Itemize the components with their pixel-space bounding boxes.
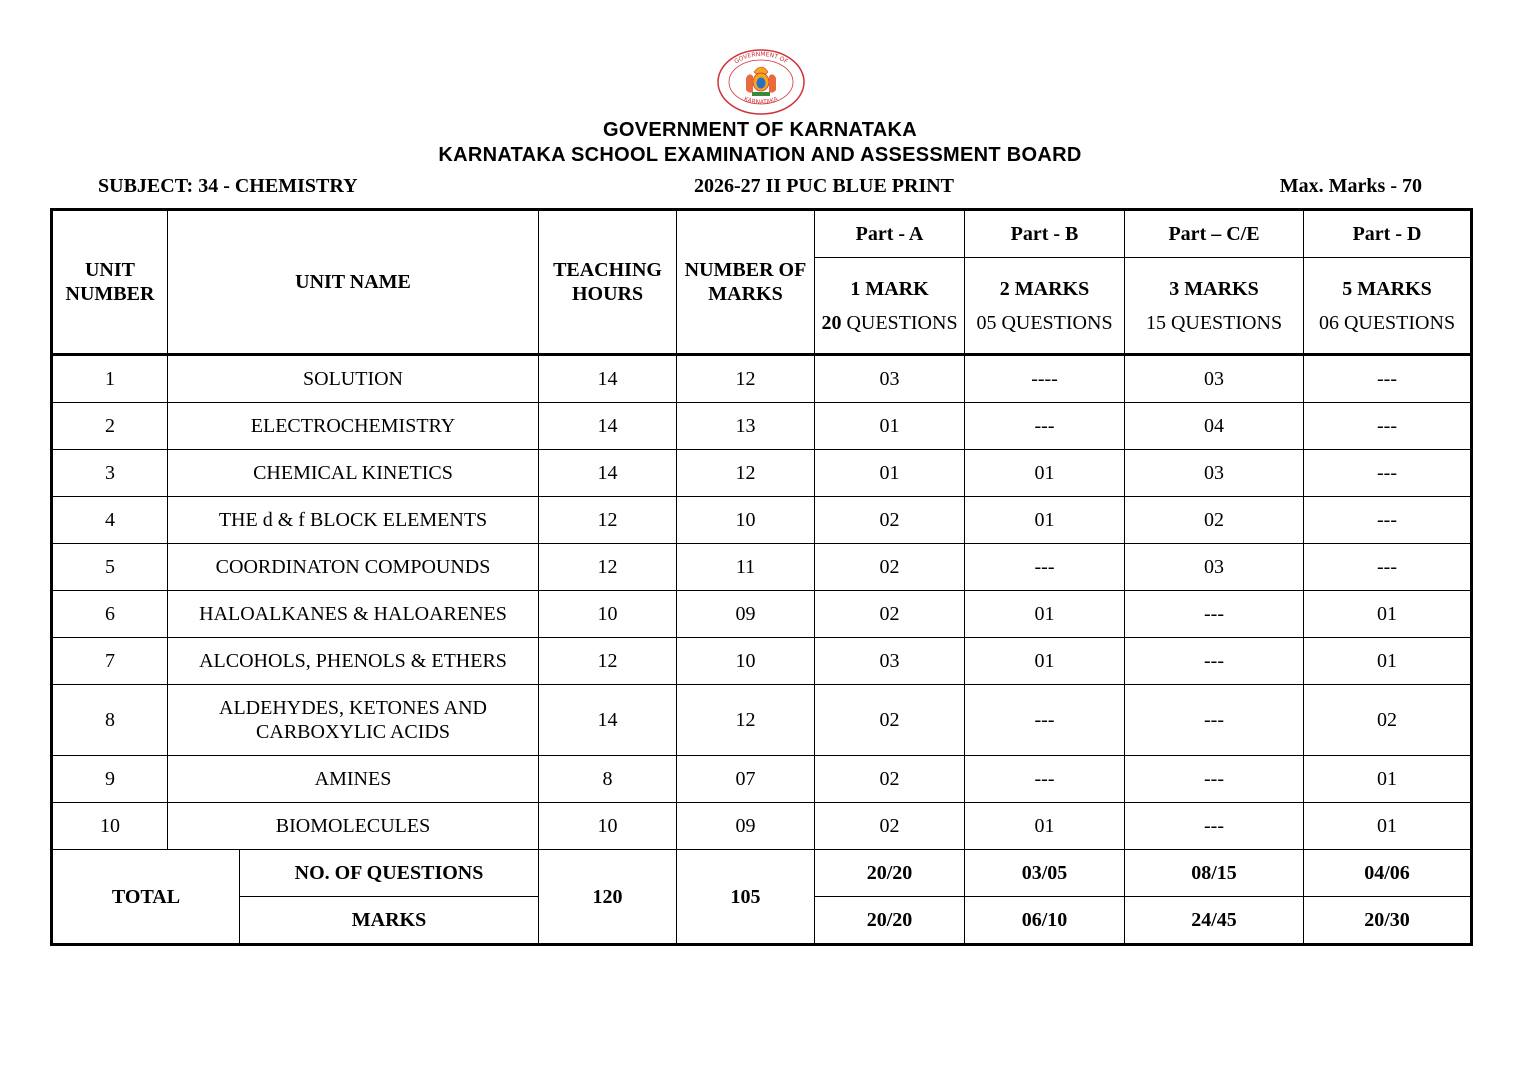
unit-name: SOLUTION [168, 355, 539, 403]
part-a-questions [815, 311, 964, 335]
part-d-questions: 06 QUESTIONS [1318, 311, 1456, 334]
part-d-count: --- [1304, 355, 1472, 403]
part-c-count: 03 [1125, 544, 1304, 591]
part-d-marks-cell [1304, 258, 1472, 355]
teaching-hours: 14 [539, 685, 677, 756]
unit-name: ALCOHOLS, PHENOLS & ETHERS [168, 638, 539, 685]
number-of-marks: 11 [677, 544, 815, 591]
unit-number: 5 [52, 544, 168, 591]
part-d-count: 01 [1304, 591, 1472, 638]
teaching-hours: 12 [539, 497, 677, 544]
unit-name: ELECTROCHEMISTRY [168, 403, 539, 450]
teaching-hours: 12 [539, 638, 677, 685]
unit-name: CHEMICAL KINETICS [168, 450, 539, 497]
table-row [52, 756, 1472, 803]
teaching-hours: 14 [539, 450, 677, 497]
part-d-count: --- [1304, 450, 1472, 497]
part-a-questions-text: QUESTIONS [841, 311, 958, 334]
number-of-marks: 09 [677, 803, 815, 850]
total-questions-part-a: 20/20 [815, 850, 965, 897]
unit-number: 9 [52, 756, 168, 803]
part-b-count: --- [965, 544, 1125, 591]
header-part-d: Part - D [1304, 210, 1472, 258]
unit-number: 1 [52, 355, 168, 403]
number-of-marks: 12 [677, 355, 815, 403]
part-a-count: 02 [815, 544, 965, 591]
part-a-count: 02 [815, 803, 965, 850]
unit-number: 7 [52, 638, 168, 685]
table-row [52, 450, 1472, 497]
subject-label: SUBJECT: 34 - CHEMISTRY [98, 175, 358, 197]
part-b-count: 01 [965, 803, 1125, 850]
unit-name-line1: ALDEHYDES, KETONES AND [219, 697, 487, 719]
total-marks-part-d: 20/30 [1304, 897, 1472, 945]
part-d-marks: 5 MARKS [1342, 277, 1432, 300]
number-of-marks: 12 [677, 450, 815, 497]
header-part-b: Part - B [965, 210, 1125, 258]
unit-number: 3 [52, 450, 168, 497]
total-marks-part-b: 06/10 [965, 897, 1125, 945]
total-questions-part-c: 08/15 [1125, 850, 1304, 897]
part-a-marks-cell [815, 258, 965, 355]
number-of-marks: 13 [677, 403, 815, 450]
unit-number: 8 [52, 685, 168, 756]
table-row [52, 403, 1472, 450]
teaching-hours: 10 [539, 591, 677, 638]
header-teaching-hours: TEACHING HOURS [539, 210, 677, 355]
total-questions-label: NO. OF QUESTIONS [240, 850, 539, 897]
teaching-hours: 12 [539, 544, 677, 591]
header-part-c: Part – C/E [1125, 210, 1304, 258]
emblem-text-bottom: KARNATAKA [742, 95, 780, 107]
unit-name: THE d & f BLOCK ELEMENTS [168, 497, 539, 544]
part-b-marks: 2 MARKS [999, 277, 1090, 300]
part-c-marks-cell [1125, 258, 1304, 355]
part-b-questions: 05 QUESTIONS [976, 311, 1113, 334]
number-of-marks: 10 [677, 497, 815, 544]
total-questions-row [52, 850, 1472, 897]
unit-number: 10 [52, 803, 168, 850]
table-row [52, 544, 1472, 591]
part-d-count: 01 [1304, 638, 1472, 685]
karnataka-emblem-icon [716, 48, 806, 116]
svg-text:KARNATAKA [743, 95, 780, 106]
government-title: GOVERNMENT OF KARNATAKA [603, 119, 917, 141]
total-marks-part-c: 24/45 [1125, 897, 1304, 945]
part-c-count: 02 [1125, 497, 1304, 544]
part-a-marks: 1 MARK [850, 277, 929, 300]
part-c-count: 03 [1125, 355, 1304, 403]
board-title: KARNATAKA SCHOOL EXAMINATION AND ASSESSMENT BOARD [438, 144, 1082, 166]
blueprint-table [50, 208, 1473, 946]
unit-number: 4 [52, 497, 168, 544]
header-number-of-marks: NUMBER OF MARKS [677, 210, 815, 355]
part-b-count: --- [965, 756, 1125, 803]
part-d-count: --- [1304, 544, 1472, 591]
part-b-marks-cell [965, 258, 1125, 355]
unit-name: HALOALKANES & HALOARENES [168, 591, 539, 638]
part-c-count: --- [1125, 638, 1304, 685]
max-marks-label: Max. Marks - 70 [1279, 175, 1422, 197]
total-label: TOTAL [52, 850, 240, 945]
part-d-count: 01 [1304, 803, 1472, 850]
total-number-of-marks: 105 [677, 850, 815, 945]
number-of-marks: 12 [677, 685, 815, 756]
part-a-count: 02 [815, 685, 965, 756]
unit-number: 2 [52, 403, 168, 450]
number-of-marks: 07 [677, 756, 815, 803]
number-of-marks: 10 [677, 638, 815, 685]
part-d-count: --- [1304, 497, 1472, 544]
part-c-count: 04 [1125, 403, 1304, 450]
part-c-questions: 15 QUESTIONS [1145, 311, 1283, 334]
teaching-hours: 14 [539, 403, 677, 450]
part-c-count: 03 [1125, 450, 1304, 497]
total-marks-part-a: 20/20 [815, 897, 965, 945]
unit-name: COORDINATON COMPOUNDS [168, 544, 539, 591]
part-c-count: --- [1125, 803, 1304, 850]
part-c-count: --- [1125, 685, 1304, 756]
total-questions-part-b: 03/05 [965, 850, 1125, 897]
teaching-hours: 14 [539, 355, 677, 403]
part-d-count: 01 [1304, 756, 1472, 803]
part-b-count: 01 [965, 497, 1125, 544]
part-b-count: 01 [965, 591, 1125, 638]
table-row [52, 497, 1472, 544]
blueprint-title: 2026-27 II PUC BLUE PRINT [693, 175, 955, 197]
part-b-count: --- [965, 403, 1125, 450]
teaching-hours: 10 [539, 803, 677, 850]
part-a-count: 01 [815, 403, 965, 450]
unit-number: 6 [52, 591, 168, 638]
header-unit-name: UNIT NAME [168, 210, 539, 355]
part-a-count: 02 [815, 497, 965, 544]
part-b-count: --- [965, 685, 1125, 756]
part-a-count: 03 [815, 355, 965, 403]
unit-name [168, 685, 539, 756]
part-a-count: 02 [815, 756, 965, 803]
table-row [52, 355, 1472, 403]
number-of-marks: 09 [677, 591, 815, 638]
part-c-count: --- [1125, 591, 1304, 638]
table-row [52, 638, 1472, 685]
unit-name-line2: CARBOXYLIC ACIDS [256, 721, 450, 743]
unit-name: AMINES [168, 756, 539, 803]
unit-name: BIOMOLECULES [168, 803, 539, 850]
part-a-count: 01 [815, 450, 965, 497]
part-c-count: --- [1125, 756, 1304, 803]
part-d-count: 02 [1304, 685, 1472, 756]
part-c-marks: 3 MARKS [1169, 277, 1259, 300]
total-teaching-hours: 120 [539, 850, 677, 945]
part-b-count: ---- [965, 355, 1125, 403]
table-row [52, 685, 1472, 756]
part-a-count: 02 [815, 591, 965, 638]
header-unit-number: UNIT NUMBER [52, 210, 168, 355]
part-b-count: 01 [965, 450, 1125, 497]
teaching-hours: 8 [539, 756, 677, 803]
part-b-count: 01 [965, 638, 1125, 685]
table-row [52, 803, 1472, 850]
table-row [52, 591, 1472, 638]
part-d-count: --- [1304, 403, 1472, 450]
total-questions-part-d: 04/06 [1304, 850, 1472, 897]
part-a-count: 03 [815, 638, 965, 685]
part-a-questions-count: 20 [821, 311, 842, 334]
total-marks-label: MARKS [240, 897, 539, 945]
header-part-a: Part - A [815, 210, 965, 258]
emblem-text-top: GOVERNMENT OF [733, 50, 789, 66]
